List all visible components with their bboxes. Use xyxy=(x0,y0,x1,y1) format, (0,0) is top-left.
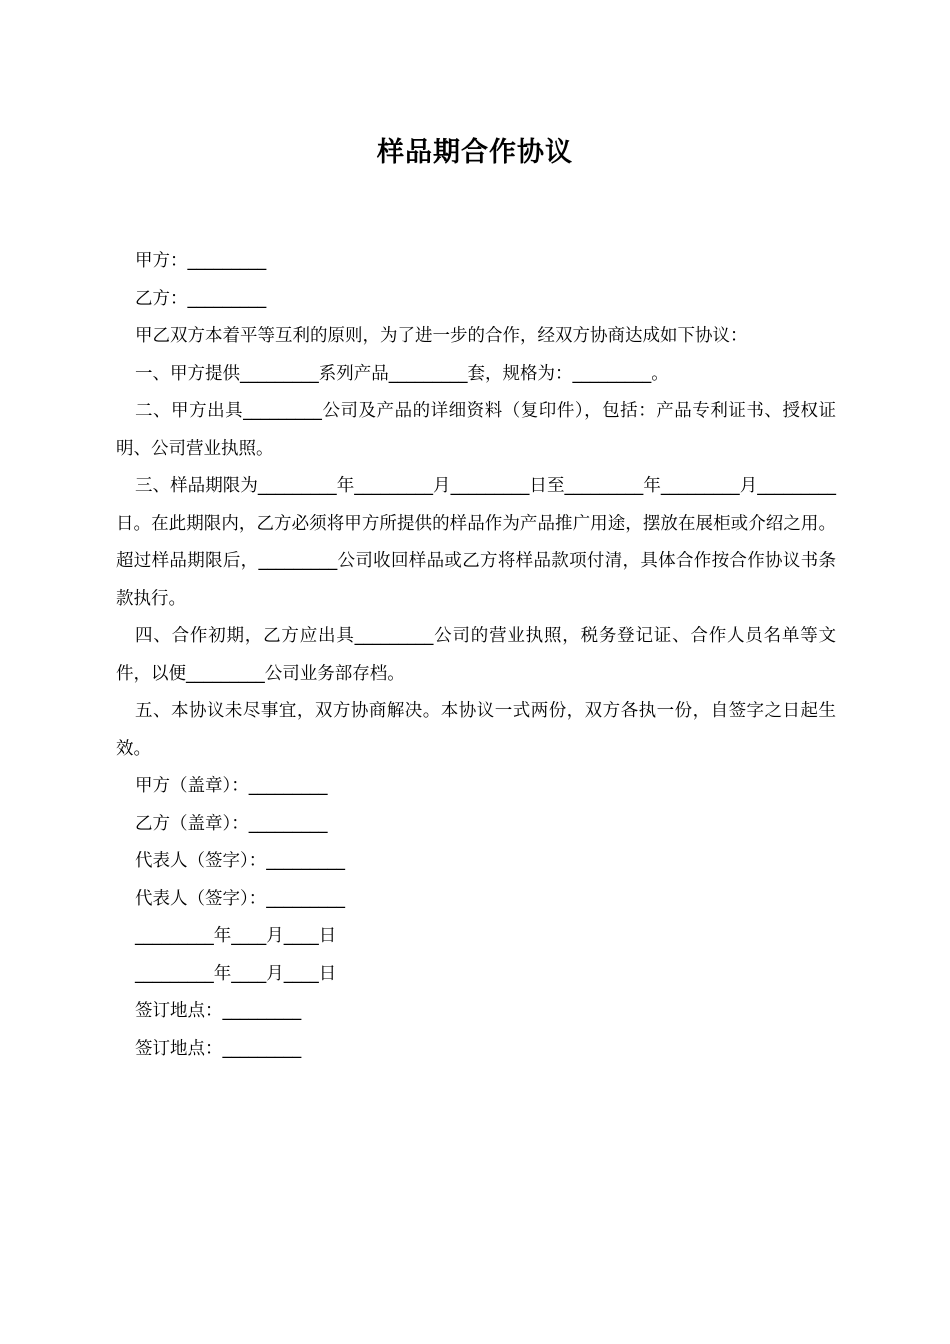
signing-place-line-a: 签订地点：_________ xyxy=(135,1001,302,1021)
party-b-seal-line: 乙方（盖章）：_________ xyxy=(135,813,328,834)
party-b-line: 乙方：_________ xyxy=(135,288,267,309)
preamble-paragraph: 甲乙双方本着平等互利的原则，为了进一步的合作，经双方协商达成如下协议： xyxy=(135,326,748,346)
date-line-b: _________年____月____日 xyxy=(135,963,337,984)
clause-5: 五、本协议未尽事宜，双方协商解决。本协议一式两份，双方各执一份，自签字之日起生效。 xyxy=(116,701,836,759)
representative-b-signature-line: 代表人（签字）：_________ xyxy=(135,888,345,909)
clause-3: 三、样品期限为_________年_________月_________日至_________年_________月_________日。在此期限内，乙方必须将甲方所提供的样品作为产品推广用途，摆放在展柜或介绍之用。超过样品期限后，_________公司收回样品或乙方将样品款项付清，具体合作按合作协议书条款执行。 xyxy=(116,476,836,609)
representative-a-signature-line: 代表人（签字）：_________ xyxy=(135,851,345,871)
document-title: 样品期合作协议 xyxy=(377,137,573,168)
clause-2: 二、甲方出具_________公司及产品的详细资料（复印件），包括：产品专利证书、授权证明、公司营业执照。 xyxy=(116,401,836,459)
document-body xyxy=(116,243,836,1068)
signing-place-line-b: 签订地点：_________ xyxy=(135,1038,302,1059)
clause-1: 一、甲方提供_________系列产品_________套，规格为：_________。 xyxy=(135,363,669,384)
party-a-line: 甲方：_________ xyxy=(135,251,267,271)
date-line-a: _________年____月____日 xyxy=(135,926,337,946)
clause-4: 四、合作初期，乙方应出具_________公司的营业执照，税务登记证、合作人员名单等文件，以便_________公司业务部存档。 xyxy=(116,626,836,684)
party-a-seal-line: 甲方（盖章）：_________ xyxy=(135,776,328,796)
